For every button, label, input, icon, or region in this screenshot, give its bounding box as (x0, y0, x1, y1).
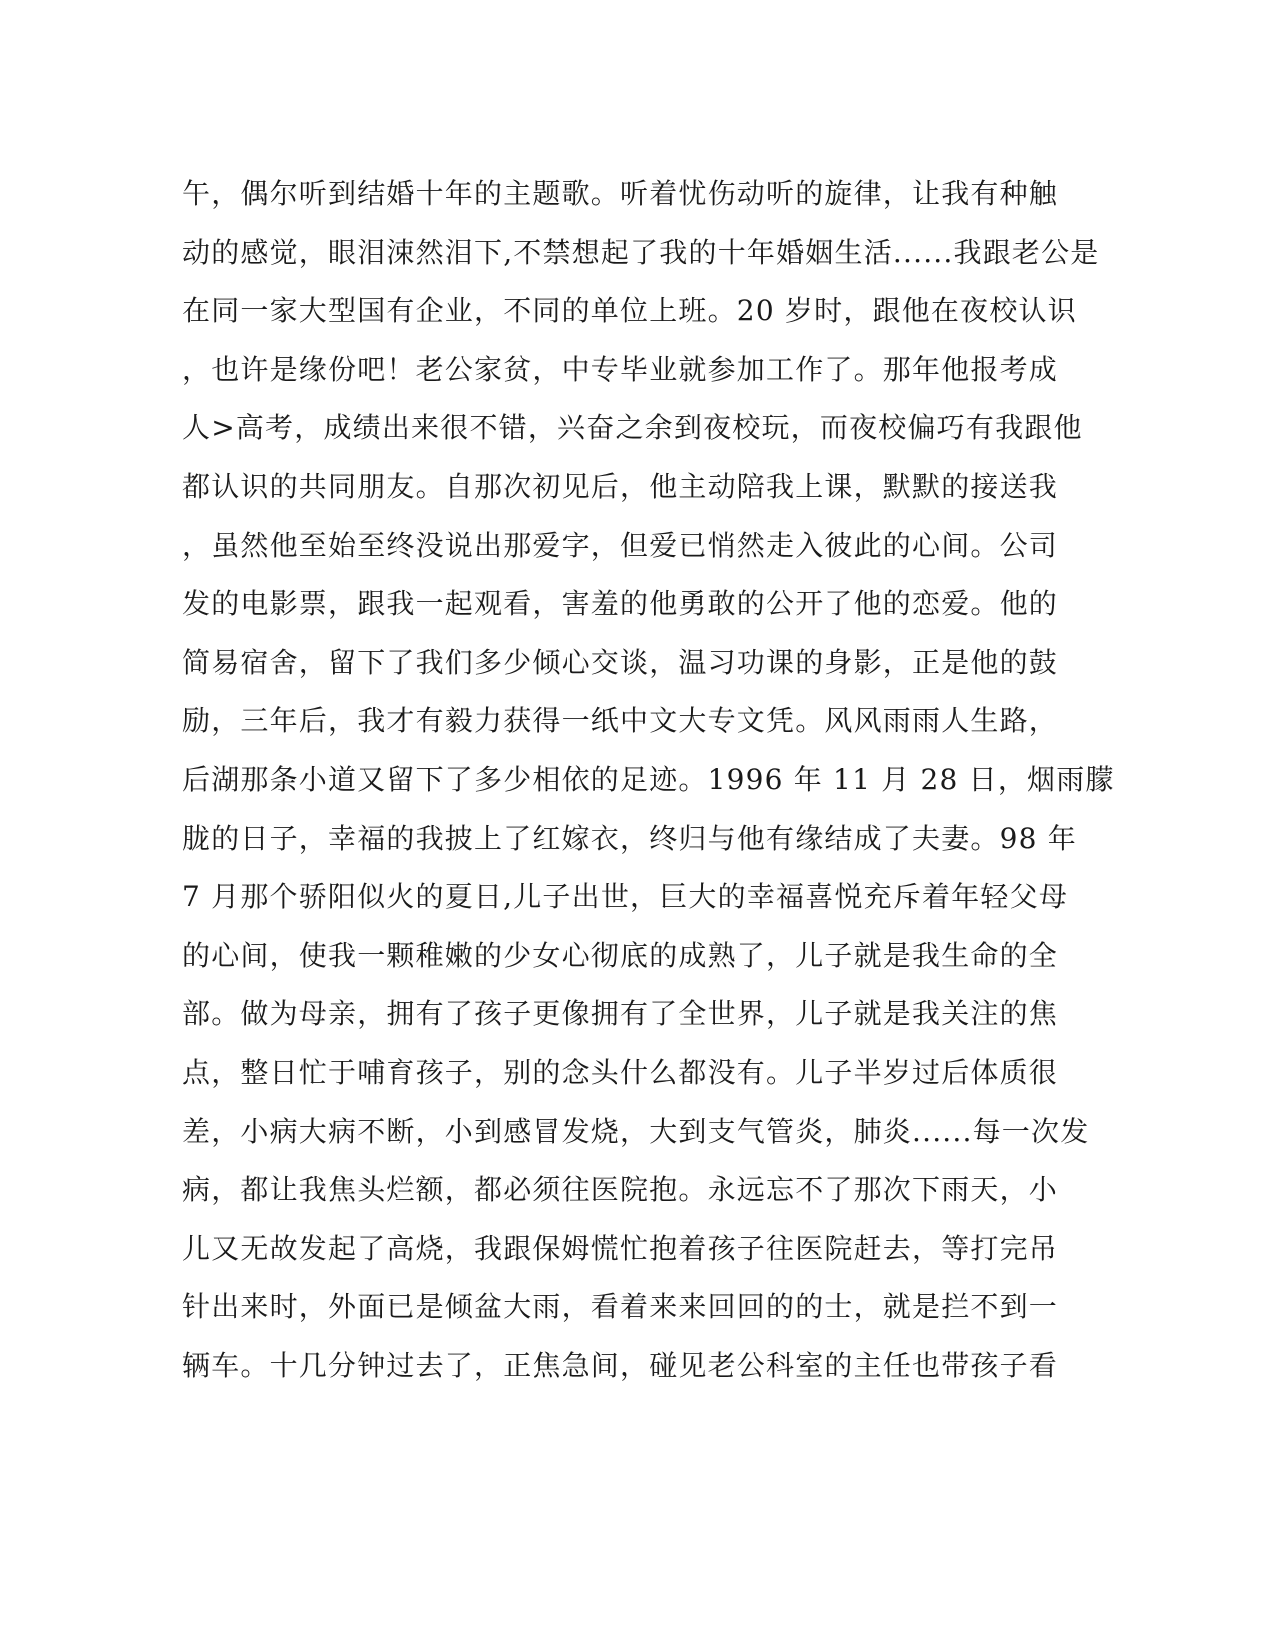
text-line: 胧的日子，幸福的我披上了红嫁衣，终归与他有缘结成了夫妻。98 年 (182, 821, 1077, 855)
text-line: 发的电影票，跟我一起观看，害羞的他勇敢的公开了他的恋爱。他的 (182, 587, 1059, 621)
text-line: 病，都让我焦头烂额，都必须往医院抱。永远忘不了那次下雨天，小 (182, 1173, 1059, 1207)
text-line: ，虽然他至始至终没说出那爱字，但爱已悄然走入彼此的心间。公司 (182, 528, 1059, 562)
text-line: 点，整日忙于哺育孩子，别的念头什么都没有。儿子半岁过后体质很 (182, 1055, 1059, 1089)
text-line: 在同一家大型国有企业，不同的单位上班。20 岁时，跟他在夜校认识 (182, 294, 1077, 328)
text-line: 儿又无故发起了高烧，我跟保姆慌忙抱着孩子往医院赶去，等打完吊 (182, 1231, 1059, 1265)
text-line: 辆车。十几分钟过去了，正焦急间，碰见老公科室的主任也带孩子看 (182, 1348, 1059, 1382)
text-line: 差，小病大病不断，小到感冒发烧，大到支气管炎，肺炎......每一次发 (182, 1114, 1090, 1148)
text-line: 的心间，使我一颗稚嫩的少女心彻底的成熟了，儿子就是我生命的全 (182, 938, 1059, 972)
text-line: 针出来时，外面已是倾盆大雨，看着来来回回的的士，就是拦不到一 (182, 1290, 1059, 1324)
text-line: 7 月那个骄阳似火的夏日,儿子出世，巨大的幸福喜悦充斥着年轻父母 (182, 880, 1069, 914)
body-text (182, 165, 1115, 1395)
text-line: ，也许是缘份吧！老公家贫，中专毕业就参加工作了。那年他报考成 (182, 352, 1059, 386)
text-line: 动的感觉，眼泪涑然泪下,不禁想起了我的十年婚姻生活......我跟老公是 (182, 235, 1100, 269)
text-line: 部。做为母亲，拥有了孩子更像拥有了全世界，儿子就是我关注的焦 (182, 997, 1059, 1031)
text-line: 人>高考，成绩出来很不错，兴奋之余到夜校玩，而夜校偏巧有我跟他 (182, 411, 1083, 445)
text-line: 励，三年后，我才有毅力获得一纸中文大专文凭。风风雨雨人生路， (182, 704, 1059, 738)
text-line: 都认识的共同朋友。自那次初见后，他主动陪我上课，默默的接送我 (182, 469, 1059, 503)
text-line: 简易宿舍，留下了我们多少倾心交谈，温习功课的身影，正是他的鼓 (182, 645, 1059, 679)
text-line: 午，偶尔听到结婚十年的主题歌。听着忧伤动听的旋律，让我有种触 (182, 177, 1059, 210)
text-line: 后湖那条小道又留下了多少相依的足迹。1996 年 11 月 28 日，烟雨朦 (182, 762, 1115, 796)
